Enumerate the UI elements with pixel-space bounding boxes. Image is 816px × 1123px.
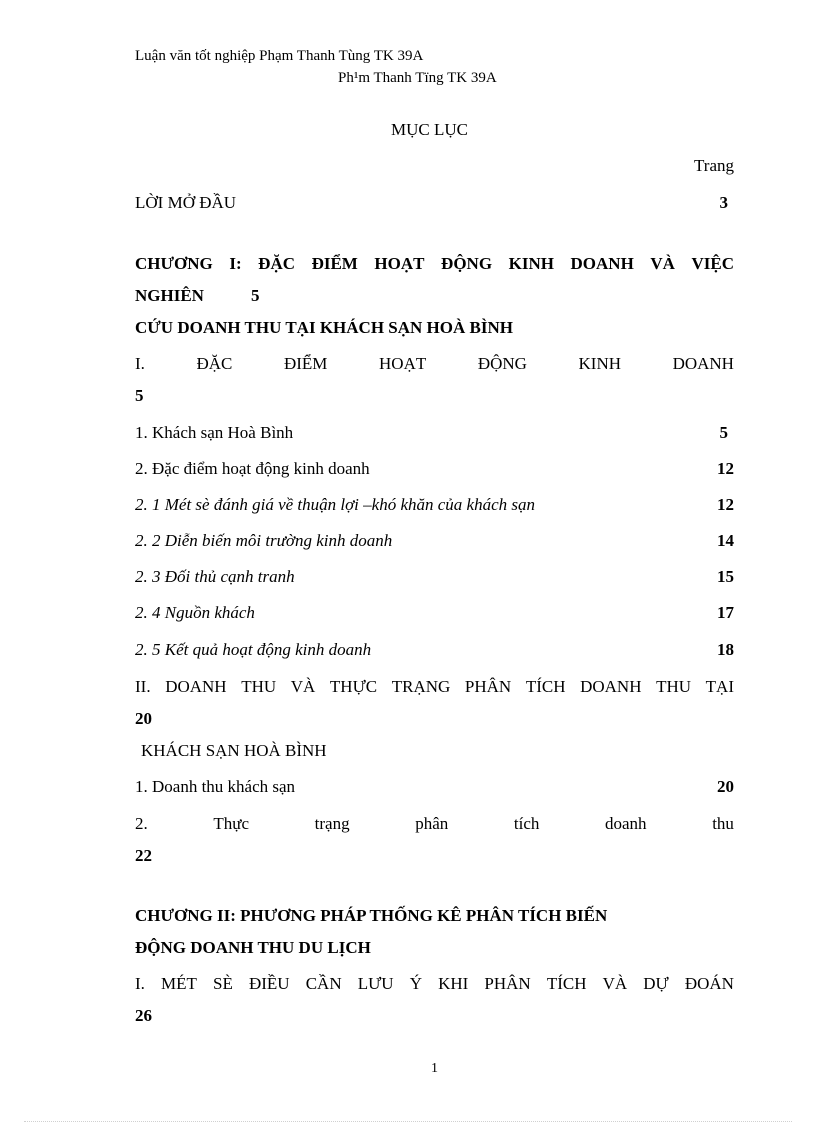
word: ĐIỀU — [248, 974, 290, 993]
chapter-1-heading-line2: NGHIÊN — [135, 286, 204, 305]
section-2-heading-line2: KHÁCH SẠN HOÀ BÌNH — [141, 741, 327, 760]
word: II. — [135, 677, 151, 696]
word: Ý — [409, 974, 422, 993]
chapter-1-page: 5 — [251, 286, 260, 305]
section-1-page: 5 — [135, 386, 144, 405]
word: VIỆC — [691, 254, 734, 273]
word: tích — [513, 814, 540, 833]
toc-page-intro: 3 — [719, 193, 728, 212]
word: KHI — [438, 974, 469, 993]
word: TRẠNG — [391, 677, 451, 696]
word: CẦN — [305, 974, 342, 993]
word: ĐIỂM — [311, 254, 358, 273]
toc-entry: 1. Doanh thu khách sạn — [135, 777, 296, 796]
word: VÀ — [650, 254, 675, 273]
word: ĐỘNG — [477, 354, 527, 373]
word: ĐIỂM — [283, 354, 328, 373]
toc-page: 17 — [717, 603, 734, 622]
page-bottom-dotted-rule — [24, 1121, 792, 1122]
chapter-2-section-1-page: 26 — [135, 1006, 152, 1025]
running-header-garbled: Ph¹m Thanh Tïng TK 39A — [338, 70, 497, 86]
word: doanh — [605, 814, 647, 833]
toc-page: 12 — [717, 459, 734, 478]
word: VÀ — [602, 974, 628, 993]
word: MÉT — [161, 974, 197, 993]
toc-entry: 2. 2 Diễn biến môi trường kinh doanh — [135, 531, 393, 550]
toc-page: 20 — [717, 777, 734, 796]
word: PHÂN — [484, 974, 531, 993]
word: trạng — [314, 814, 350, 833]
word: ĐỘNG — [441, 254, 493, 273]
chapter-2-heading-line2: ĐỘNG DOANH THU DU LỊCH — [135, 938, 371, 957]
page-number: 1 — [431, 1061, 438, 1076]
word: PHÂN — [464, 677, 512, 696]
toc-entry: 2. 1 Mét sè đánh giá về thuận lợi –khó khăn của khách sạn — [135, 495, 535, 514]
toc-page: 15 — [717, 567, 734, 586]
toc-entry: 2. 5 Kết quả hoạt động kinh doanh — [135, 640, 372, 659]
word: DOANH — [570, 254, 634, 273]
toc-entry: 1. Khách sạn Hoà Bình — [135, 423, 294, 442]
word: thu — [712, 814, 734, 833]
word: VÀ — [290, 677, 316, 696]
chapter-2-heading-line1: CHƯƠNG II: PHƯƠNG PHÁP THỐNG KÊ PHÂN TÍCH BIẾN — [135, 906, 608, 925]
word: HOẠT — [374, 254, 425, 273]
word: ĐẶC — [196, 354, 233, 373]
word: I. — [135, 974, 145, 993]
word: THU — [241, 677, 277, 696]
toc-entry: 2. 3 Đối thủ cạnh tranh — [135, 567, 295, 586]
word: 2. — [135, 814, 148, 833]
running-header: Luận văn tốt nghiệp Phạm Thanh Tùng TK 39A — [135, 48, 424, 64]
page-column-label: Trang — [694, 156, 734, 175]
word: I: — [229, 254, 242, 273]
chapter-1-heading-line1 — [135, 254, 734, 274]
word: DỰ — [643, 974, 669, 993]
word: DOANH — [672, 354, 734, 373]
word: CHƯƠNG — [135, 254, 213, 273]
toc-page: 14 — [717, 531, 734, 550]
word: DOANH — [580, 677, 642, 696]
word: HOẠT — [379, 354, 427, 373]
toc-page: 18 — [717, 640, 734, 659]
toc-entry-justified — [135, 814, 734, 834]
toc-page: 5 — [719, 423, 728, 442]
word: phân — [415, 814, 449, 833]
word: Thực — [213, 814, 250, 833]
word: TÍCH — [525, 677, 566, 696]
section-2-heading — [135, 677, 734, 697]
toc-entry-intro: LỜI MỞ ĐẦU — [135, 193, 237, 212]
chapter-1-heading-line3: CỨU DOANH THU TẠI KHÁCH SẠN HOÀ BÌNH — [135, 318, 513, 337]
chapter-2-section-1-heading — [135, 974, 734, 994]
word: SÈ — [213, 974, 233, 993]
section-2-page: 20 — [135, 709, 152, 728]
word: DOANH — [165, 677, 227, 696]
word: TÍCH — [546, 974, 587, 993]
toc-title: MỤC LỤC — [391, 120, 468, 139]
word: LƯU — [357, 974, 394, 993]
word: I. — [135, 354, 145, 373]
word: TẠI — [705, 677, 734, 696]
word: ĐOÁN — [684, 974, 734, 993]
word: KINH — [508, 254, 554, 273]
toc-entry: 2. 4 Nguồn khách — [135, 603, 255, 622]
word: KINH — [578, 354, 621, 373]
toc-entry: 2. Đặc điểm hoạt động kinh doanh — [135, 459, 370, 478]
toc-page: 22 — [135, 846, 152, 865]
section-1-heading — [135, 354, 734, 374]
toc-page: 12 — [717, 495, 734, 514]
word: ĐẶC — [258, 254, 296, 273]
word: THU — [656, 677, 692, 696]
word: THỰC — [329, 677, 378, 696]
